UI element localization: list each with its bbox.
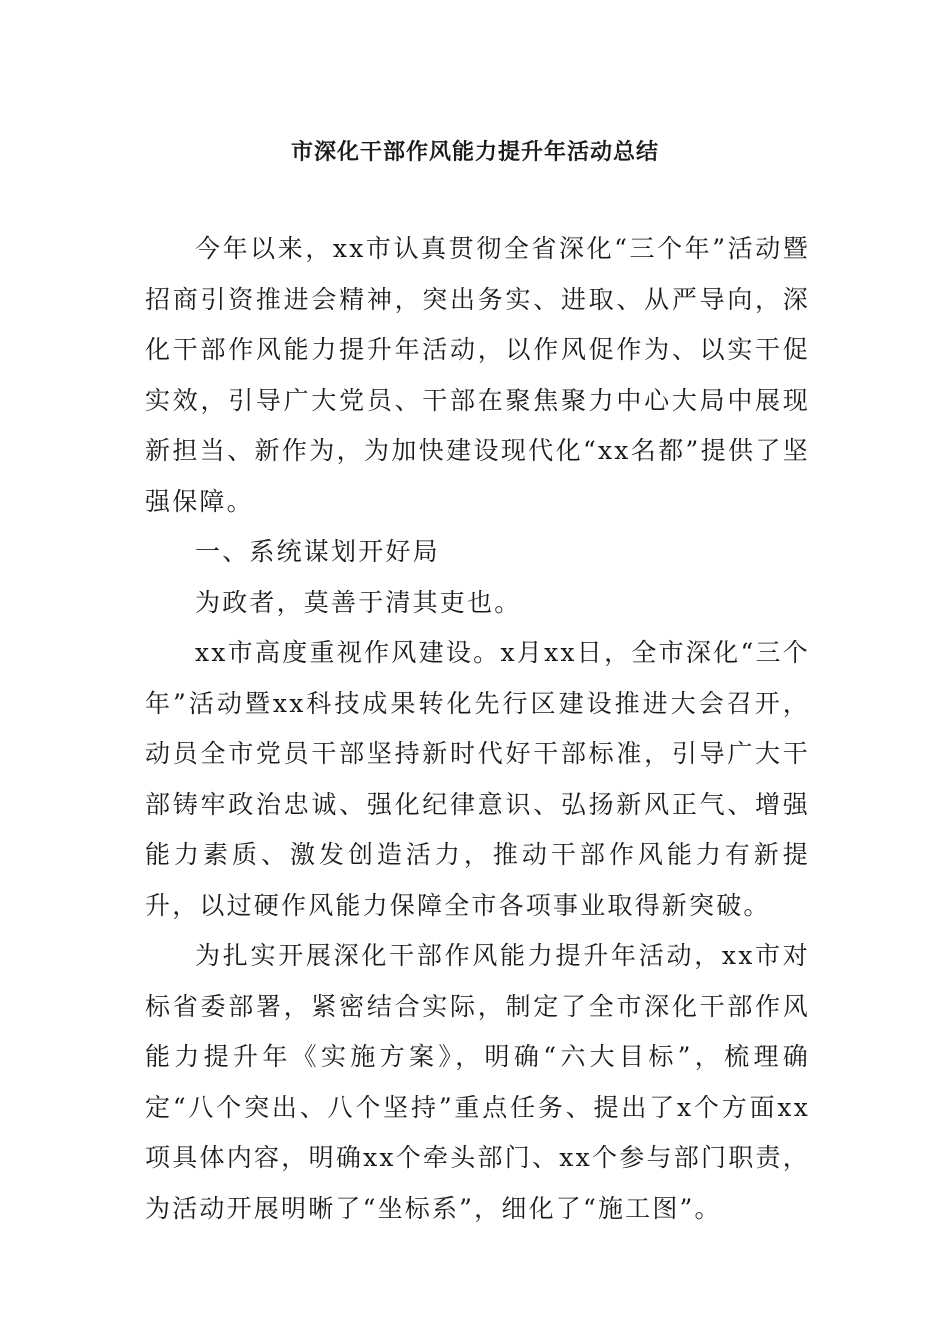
paragraph-quote: 为政者，莫善于清其吏也。 bbox=[195, 587, 522, 617]
section-heading: 一、系统谋划开好局 bbox=[195, 537, 440, 566]
document-title: 市深化干部作风能力提升年活动总结 bbox=[290, 139, 659, 165]
paragraph-plan: 为扎实开展深化干部作风能力提升年活动，xx市对标省委部署，紧密结合实际，制定了全市深化干部作风能力提升年《实施方案》，明确“六大目标”，梳理确定“八个突出、八个坚持”重点任务、提出了x个方面xx项具体内容，明确xx个牵头部门、xx个参与部门职责，为活动开展明晰了“坐标系”，细化了“施工图”。 bbox=[145, 941, 810, 1223]
paragraph-intro: 今年以来，xx市认真贯彻全省深化“三个年”活动暨招商引资推进会精神，突出务实、进取、从严导向，深化干部作风能力提升年活动，以作风促作为、以实干促实效，引导广大党员、干部在聚焦聚力中心大局中展现新担当、新作为，为加快建设现代化“xx名都”提供了坚强保障。 bbox=[145, 234, 810, 516]
document-body bbox=[145, 224, 810, 1234]
paragraph-meeting: xx市高度重视作风建设。x月xx日，全市深化“三个年”活动暨xx科技成果转化先行区建设推进大会召开，动员全市党员干部坚持新时代好干部标准，引导广大干部铸牢政治忠诚、强化纪律意识、弘扬新风正气、增强能力素质、激发创造活力，推动干部作风能力有新提升，以过硬作风能力保障全市各项事业取得新突破。 bbox=[145, 638, 810, 920]
